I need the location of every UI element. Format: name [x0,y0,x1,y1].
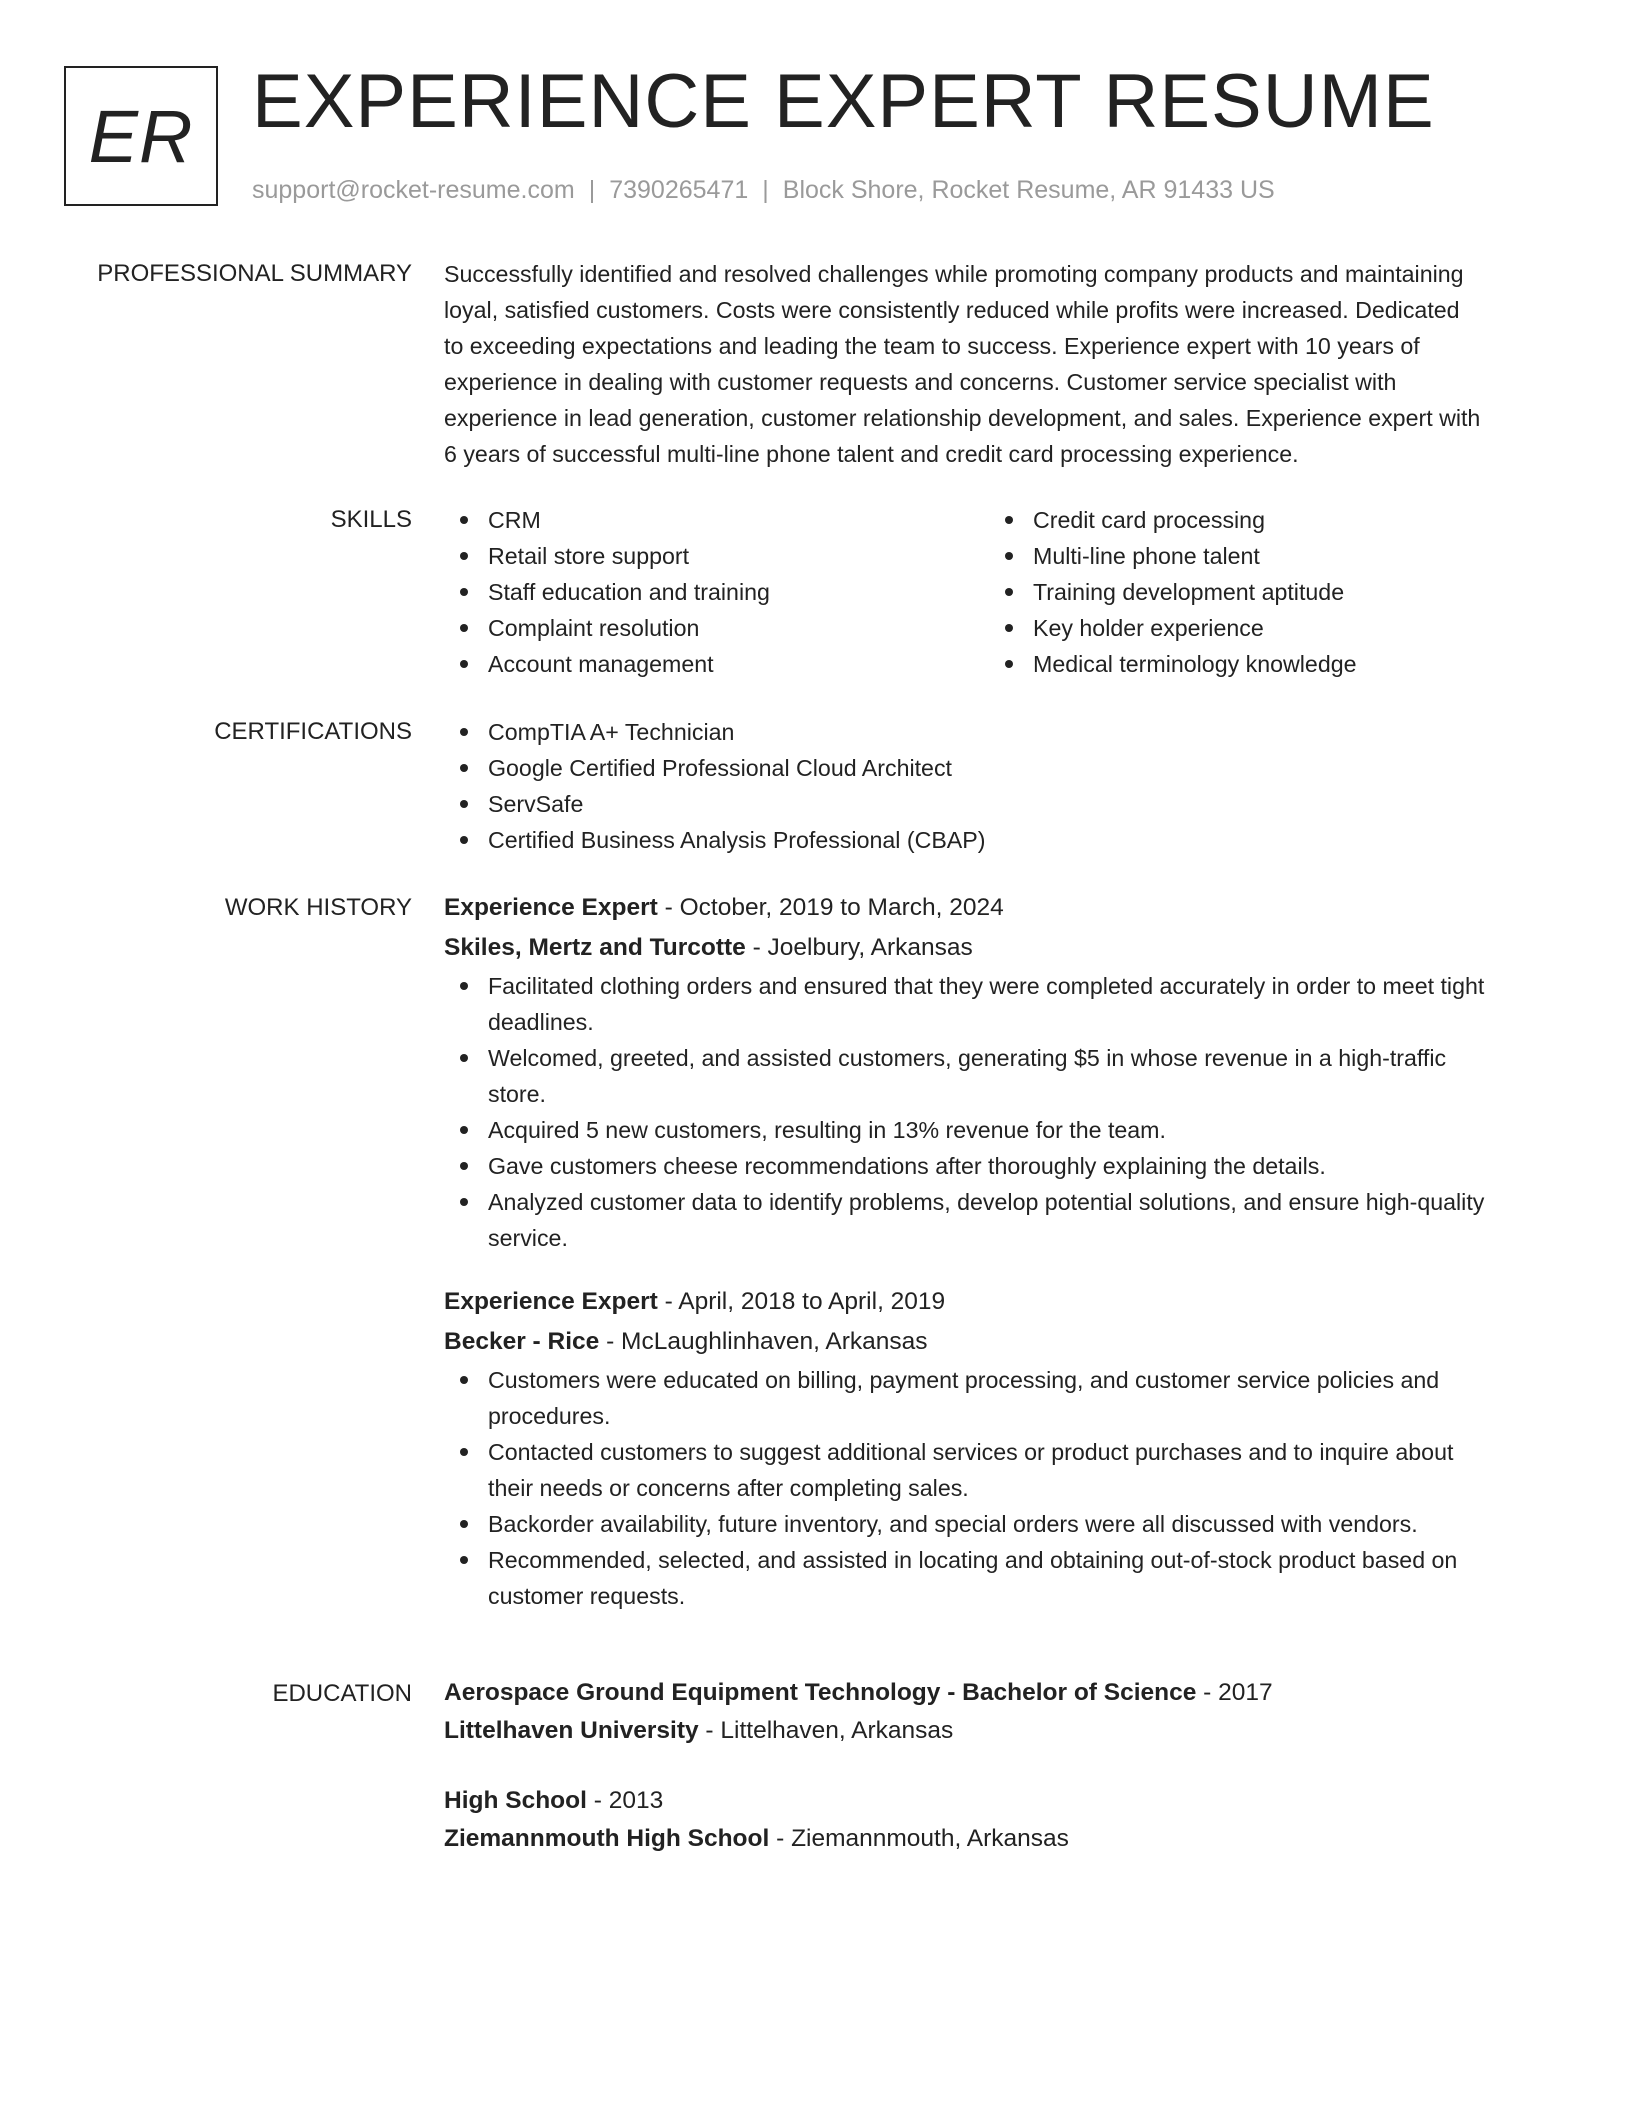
section-label-education: EDUCATION [272,1680,412,1707]
job-bullet-line: customer requests. [488,1583,686,1609]
certification-item: Certified Business Analysis Professional (CBAP) [444,822,1554,858]
job-company: Skiles, Mertz and Turcotte [444,934,746,961]
section-label-skills: SKILLS [330,506,412,533]
summary-line: loyal, satisfied customers. Costs were consistently reduced while profits were increased. Dedicated [444,297,1460,323]
summary-line: to exceeding expectations and leading the team to success. Experience expert with 10 years of [444,333,1420,359]
job-company-line [444,1322,1554,1362]
education-year: - 2013 [586,1787,664,1814]
job-title-line [444,1282,1554,1322]
work-history-body [444,888,1554,1614]
section-label-certifications: CERTIFICATIONS [214,718,412,745]
skill-item: Training development aptitude [989,574,1534,610]
job-company: Becker - Rice [444,1328,600,1355]
job-company-line [444,928,1554,968]
education-school: Ziemannmouth High School [444,1825,770,1852]
education-degree-line [444,1782,1554,1820]
job-title: Experience Expert [444,894,658,921]
job-bullet-line: Gave customers cheese recommendations after thoroughly explaining the details. [488,1153,1326,1179]
monogram-box [64,66,218,206]
certification-item: CompTIA A+ Technician [444,714,1554,750]
job-bullets [444,1362,1554,1614]
summary-body [444,256,1554,472]
job-bullet-line: Backorder availability, future inventory, and special orders were all discussed with vendors. [488,1511,1418,1537]
job-bullet-line: Contacted customers to suggest additional services or product purchases and to inquire about [488,1439,1454,1465]
summary-line: experience in lead generation, customer relationship development, and sales. Experience expert with [444,405,1481,431]
job-bullet-line: Acquired 5 new customers, resulting in 13% revenue for the team. [488,1117,1166,1143]
summary-line: Successfully identified and resolved challenges while promoting company products and maintaining [444,261,1464,287]
education-school-line [444,1712,1554,1750]
skill-item: CRM [444,502,989,538]
section-label-summary: PROFESSIONAL SUMMARY [97,260,412,287]
education-entry [444,1674,1554,1750]
job-bullet [444,1112,1554,1148]
certification-item: ServSafe [444,786,1554,822]
monogram-initials: ER [88,94,194,178]
contact-email[interactable]: support@rocket-resume.com [252,176,575,204]
job-bullet [444,1362,1554,1434]
job-bullet-line: Recommended, selected, and assisted in locating and obtaining out-of-stock product based on [488,1547,1458,1573]
job-bullet [444,1184,1554,1256]
job-bullet [444,1040,1554,1112]
education-degree: High School [444,1787,587,1814]
job-bullet [444,1434,1554,1506]
education-year: - 2017 [1196,1679,1273,1706]
job-bullet-line: Customers were educated on billing, payment processing, and customer service policies and [488,1367,1440,1393]
skill-item: Credit card processing [989,502,1534,538]
job-entry [444,888,1554,1256]
certifications-body [444,714,1554,858]
contact-phone[interactable]: 7390265471 [609,176,749,204]
skill-item: Account management [444,646,989,682]
job-dates: - October, 2019 to March, 2024 [657,894,1004,921]
job-bullet [444,968,1554,1040]
job-bullet-line: deadlines. [488,1009,594,1035]
job-location: - McLaughlinhaven, Arkansas [599,1328,928,1355]
skills-list-right [989,502,1534,682]
job-bullet [444,1148,1554,1184]
education-location: - Littelhaven, Arkansas [698,1717,954,1744]
job-bullet [444,1542,1554,1614]
certifications-list [444,714,1554,858]
job-bullet [444,1506,1554,1542]
job-location: - Joelbury, Arkansas [745,934,973,961]
section-label-work-history: WORK HISTORY [224,894,412,921]
skill-item: Key holder experience [989,610,1534,646]
summary-line: experience in dealing with customer requests and concerns. Customer service specialist with [444,369,1397,395]
education-location: - Ziemannmouth, Arkansas [769,1825,1069,1852]
job-bullet-line: procedures. [488,1403,611,1429]
job-bullet-line: Welcomed, greeted, and assisted customers, generating $5 in whose revenue in a high-traffic [488,1045,1447,1071]
contact-address: Block Shore, Rocket Resume, AR 91433 US [782,176,1275,204]
skill-item: Medical terminology knowledge [989,646,1534,682]
education-entry [444,1782,1554,1858]
skills-list-left [444,502,989,682]
education-degree-line [444,1674,1554,1712]
job-title: Experience Expert [444,1288,658,1315]
certification-item: Google Certified Professional Cloud Architect [444,750,1554,786]
skills-grid [444,502,1554,682]
job-title-line [444,888,1554,928]
skill-item: Complaint resolution [444,610,989,646]
summary-text [444,256,1554,472]
summary-line: 6 years of successful multi-line phone talent and credit card processing experience. [444,441,1299,467]
skill-item: Retail store support [444,538,989,574]
job-dates: - April, 2018 to April, 2019 [657,1288,946,1315]
job-bullet-line: Facilitated clothing orders and ensured that they were completed accurately in order to meet tight [488,973,1485,999]
skills-body [444,502,1554,682]
education-school: Littelhaven University [444,1717,699,1744]
job-bullet-line: store. [488,1081,546,1107]
job-bullets [444,968,1554,1256]
job-bullet-line: their needs or concerns after completing sales. [488,1475,969,1501]
education-school-line [444,1820,1554,1858]
education-degree: Aerospace Ground Equipment Technology - Bachelor of Science [444,1679,1197,1706]
job-bullet-line: service. [488,1225,568,1251]
contact-separator: | [588,176,596,204]
resume-title: EXPERIENCE EXPERT RESUME [252,59,1435,144]
job-entry [444,1282,1554,1614]
contact-line [252,174,1275,206]
education-body [444,1674,1554,1858]
contact-separator: | [762,176,769,204]
skill-item: Multi-line phone talent [989,538,1534,574]
skill-item: Staff education and training [444,574,989,610]
job-bullet-line: Analyzed customer data to identify problems, develop potential solutions, and ensure high-quality [488,1189,1485,1215]
